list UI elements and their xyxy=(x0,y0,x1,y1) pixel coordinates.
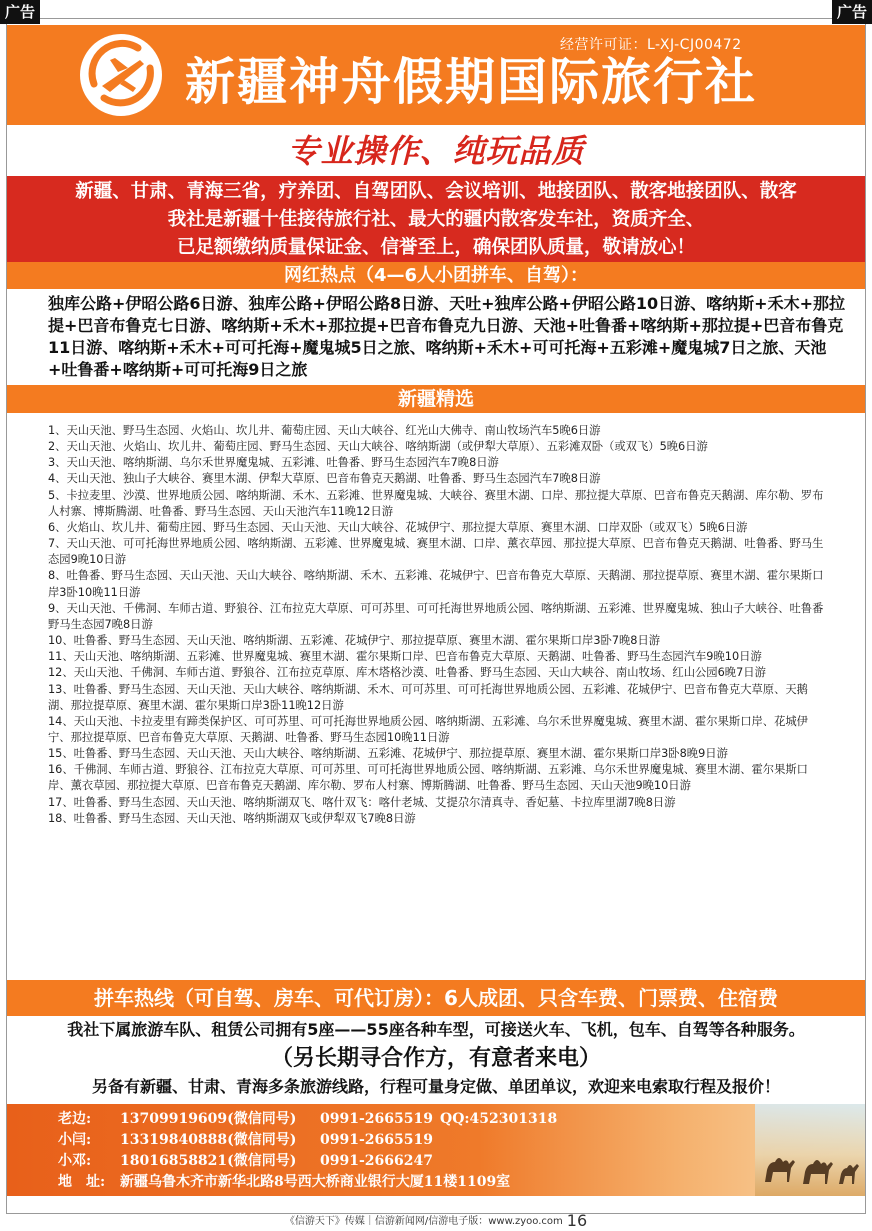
contact-row xyxy=(58,1130,440,1150)
desert-camel-image xyxy=(755,1104,865,1196)
route-item: 5、卡拉麦里、沙漠、世界地质公园、喀纳斯湖、禾木、五彩滩、世界魔鬼城、大峡谷、赛里木湖、口岸、那拉提大草原、巴音布鲁克天鹅湖、库尔勒、罗布人村寨、博斯腾湖、吐鲁番、野马生态园、天山天池汽车11晚12日游 xyxy=(48,488,824,518)
contact-qq: QQ:452301318 xyxy=(440,1111,558,1127)
route-item: 16、千佛洞、车师古道、野狼谷、江布拉克大草原、可可苏里、可可托海世界地质公园、喀纳斯湖、五彩滩、乌尔禾世界魔鬼城、赛里木湖、霍尔果斯口岸、薰衣草园、那拉提大草原、巴音布鲁克天鹅湖、库尔勒、罗布人村寨、博斯腾湖、吐鲁番、野马生态园、天山天池9晚10日游 xyxy=(48,763,808,793)
ad-label-right: 广告 xyxy=(832,0,872,24)
publication-info: 《信游天下》传媒｜信游新闻网/信游电子版：www.zyoo.com xyxy=(284,1216,563,1227)
partner-wanted: （另长期寻合作方，有意者来电） xyxy=(270,1046,601,1071)
route-item: 2、天山天池、火焰山、坎儿井、葡萄庄园、野马生态园、天山大峡谷、喀纳斯湖（或伊犁大草原）、五彩滩双卧（或双飞）5晚6日游 xyxy=(48,440,708,454)
contact-name: 老边: xyxy=(58,1111,92,1127)
publication-footer xyxy=(0,1212,872,1231)
more-routes-note: 另备有新疆、甘肃、青海多条旅游线路，行程可量身定做、单团单议，欢迎来电索取行程及报价！ xyxy=(91,1077,780,1096)
agency-logo xyxy=(80,34,162,116)
route-item: 18、吐鲁番、野马生态园、天山天池、喀纳斯湖双飞或伊犁双飞7晚8日游 xyxy=(48,811,416,825)
route-item: 14、天山天池、卡拉麦里有蹄类保护区、可可苏里、可可托海世界地质公园、喀纳斯湖、五彩滩、乌尔禾世界魔鬼城、赛里木湖、霍尔果斯口岸、花城伊宁、那拉提草原、巴音布鲁克大草原、天鹅湖、吐鲁番、野马生态园10晚11日游 xyxy=(48,714,808,744)
route-item: 6、火焰山、坎儿井、葡萄庄园、野马生态园、天山天池、天山大峡谷、花城伊宁、那拉提大草原、赛里木湖、口岸双卧（或双飞）5晚6日游 xyxy=(48,520,748,534)
route-item: 3、天山天池、喀纳斯湖、乌尔禾世界魔鬼城、五彩滩、吐鲁番、野马生态园汽车7晚8日游 xyxy=(48,456,499,470)
selection-title: 新疆精选 xyxy=(7,385,865,413)
contact-mobile[interactable]: 18016858821(微信同号) xyxy=(120,1153,297,1169)
contact-name: 小邓: xyxy=(58,1153,92,1169)
route-item: 9、天山天池、千佛洞、车师古道、野狼谷、江布拉克大草原、可可苏里、可可托海世界地质公园、喀纳斯湖、五彩滩、世界魔鬼城、独山子大峡谷、吐鲁番野马生态园7晚8日游 xyxy=(48,601,824,631)
route-list xyxy=(48,423,828,827)
page-number: 16 xyxy=(566,1211,588,1230)
contact-row xyxy=(58,1109,557,1129)
contact-row xyxy=(58,1151,440,1171)
contact-tel[interactable]: 0991-2665519 xyxy=(320,1111,433,1127)
contact-mobile[interactable]: 13319840888(微信同号) xyxy=(120,1132,297,1148)
hot-routes-title: 网红热点（4—6人小团拼车、自驾）： xyxy=(7,262,865,289)
business-license: 经营许可证：L-XJ-CJ00472 xyxy=(560,37,742,53)
route-item: 11、天山天池、喀纳斯湖、五彩滩、世界魔鬼城、赛里木湖、霍尔果斯口岸、巴音布鲁克大草原、天鹅湖、吐鲁番、野马生态园汽车9晚10日游 xyxy=(48,650,762,664)
contact-tel[interactable]: 0991-2666247 xyxy=(320,1153,433,1169)
contact-tel[interactable]: 0991-2665519 xyxy=(320,1132,433,1148)
route-item: 4、天山天池、独山子大峡谷、赛里木湖、伊犁大草原、巴音布鲁克天鹅湖、吐鲁番、野马生态园汽车7晚8日游 xyxy=(48,472,601,486)
intro-line: 我社是新疆十佳接待旅行社、最大的疆内散客发车社，资质齐全、 xyxy=(167,209,705,230)
carpool-hotline-title: 拼车热线（可自驾、房车、可代订房）：6人成团、只含车费、门票费、住宿费 xyxy=(7,980,865,1016)
route-item: 17、吐鲁番、野马生态园、天山天池、喀纳斯湖双飞、喀什双飞：喀什老城、艾提尕尔清真寺、香妃墓、卡拉库里湖7晚8日游 xyxy=(48,795,676,809)
route-item: 1、天山天池、野马生态园、火焰山、坎儿井、葡萄庄园、天山大峡谷、红光山大佛寺、南山牧场汽车5晚6日游 xyxy=(48,424,601,437)
plane-icon xyxy=(80,34,162,116)
address-label: 地 址: xyxy=(58,1174,106,1190)
route-item: 12、天山天池、千佛洞、车师古道、野狼谷、江布拉克草原、库木塔格沙漠、吐鲁番、野马生态园、天山大峡谷、南山牧场、红山公园6晚7日游 xyxy=(48,666,766,680)
agency-name: 新疆神舟假期国际旅行社 xyxy=(185,53,757,111)
slogan: 专业操作、纯玩品质 xyxy=(287,132,585,170)
address-text: 新疆乌鲁木齐市新华北路8号西大桥商业银行大厦11楼1109室 xyxy=(120,1174,511,1190)
route-item: 7、天山天池、可可托海世界地质公园、喀纳斯湖、五彩滩、世界魔鬼城、赛里木湖、口岸、薰衣草园、那拉提大草原、巴音布鲁克天鹅湖、吐鲁番、野马生态园9晚10日游 xyxy=(48,537,824,567)
route-item: 10、吐鲁番、野马生态园、天山天池、喀纳斯湖、五彩滩、花城伊宁、那拉提草原、赛里木湖、霍尔果斯口岸3卧7晚8日游 xyxy=(48,634,661,648)
contact-mobile[interactable]: 13709919609(微信同号) xyxy=(120,1111,297,1127)
route-item: 15、吐鲁番、野马生态园、天山天池、天山大峡谷、喀纳斯湖、五彩滩、花城伊宁、那拉提草原、赛里木湖、霍尔果斯口岸3卧8晚9日游 xyxy=(48,747,728,761)
intro-line: 已足额缴纳质量保证金、信誉至上，确保团队质量，敬请放心！ xyxy=(176,237,695,258)
fleet-description: 我社下属旅游车队、租赁公司拥有5座——55座各种车型，可接送火车、飞机，包车、自驾等各种服务。 xyxy=(67,1020,805,1039)
route-item: 8、吐鲁番、野马生态园、天山天池、天山大峡谷、喀纳斯湖、禾木、五彩滩、花城伊宁、巴音布鲁克大草原、天鹅湖、那拉提草原、赛里木湖、霍尔果斯口岸3卧10晚11日游 xyxy=(48,569,824,599)
camel-icon xyxy=(755,1104,865,1196)
ad-label-left: 广告 xyxy=(0,0,40,24)
route-item: 13、吐鲁番、野马生态园、天山天池、天山大峡谷、喀纳斯湖、禾木、可可苏里、可可托海世界地质公园、五彩滩、花城伊宁、巴音布鲁克大草原、天鹅湖、那拉提草原、赛里木湖、霍尔果斯口岸3卧11晚12日游 xyxy=(48,682,808,712)
contact-name: 小闫: xyxy=(58,1132,92,1148)
hot-routes-text: 独库公路+伊昭公路6日游、独库公路+伊昭公路8日游、天吐+独库公路+伊昭公路10日游、喀纳斯+禾木+那拉提+巴音布鲁克七日游、喀纳斯+禾木+那拉提+巴音布鲁克九日游、天池+吐鲁番+喀纳斯+那拉提+巴音布鲁克11日游、喀纳斯+禾木+可可托海+魔鬼城5日之旅、喀纳斯+禾木+可可托海+五彩滩+魔鬼城7日之旅、天池+吐鲁番+喀纳斯+可可托海9日之旅 xyxy=(48,294,845,379)
address-row xyxy=(58,1172,510,1192)
intro-line: 新疆、甘肃、青海三省，疗养团、自驾团队、会议培训、地接团队、散客地接团队、散客 xyxy=(75,181,797,202)
intro-block xyxy=(7,176,865,262)
